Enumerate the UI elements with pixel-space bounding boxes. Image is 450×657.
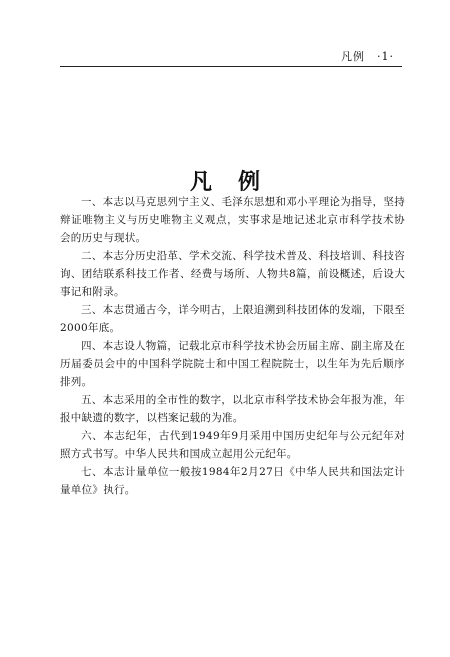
- body-text: [60, 193, 405, 499]
- paragraph-4: 四、本志设人物篇，记载北京市科学技术协会历届主席、副主席及在历届委员会中的中国科学院院士和中国工程院院士，以生年为先后顺序排列。: [60, 340, 405, 388]
- paragraph-2: 二、本志分历史沿革、学术交流、科学技术普及、科技培训、科技咨询、团结联系科技工作者、经费与场所、人物共8篇，前设概述，后设大事记和附录。: [60, 250, 405, 298]
- paragraph-6: 六、本志纪年，古代到1949年9月采用中国历史纪年与公元纪年对照方式书写。中华人民共和国成立起用公元纪年。: [60, 430, 405, 460]
- paragraph-7: 七、本志计量单位一般按1984年2月27日《中华人民共和国法定计量单位》执行。: [60, 466, 405, 496]
- paragraph-1: 一、本志以马克思列宁主义、毛泽东思想和邓小平理论为指导，坚持辩证唯物主义与历史唯物主义观点，实事求是地记述北京市科学技术协会的历史与现状。: [60, 196, 405, 244]
- running-head: 凡例 ·1·: [341, 50, 394, 63]
- page-header: [0, 0, 450, 70]
- header-rule: [60, 66, 402, 67]
- paragraph-3: 三、本志贯通古今，详今明古，上限追溯到科技团体的发端，下限至2000年底。: [60, 304, 405, 334]
- paragraph-5: 五、本志采用的全市性的数字，以北京市科学技术协会年报为准，年报中缺遗的数字，以档案记载的为准。: [60, 394, 405, 424]
- page-title: 凡例: [189, 168, 286, 195]
